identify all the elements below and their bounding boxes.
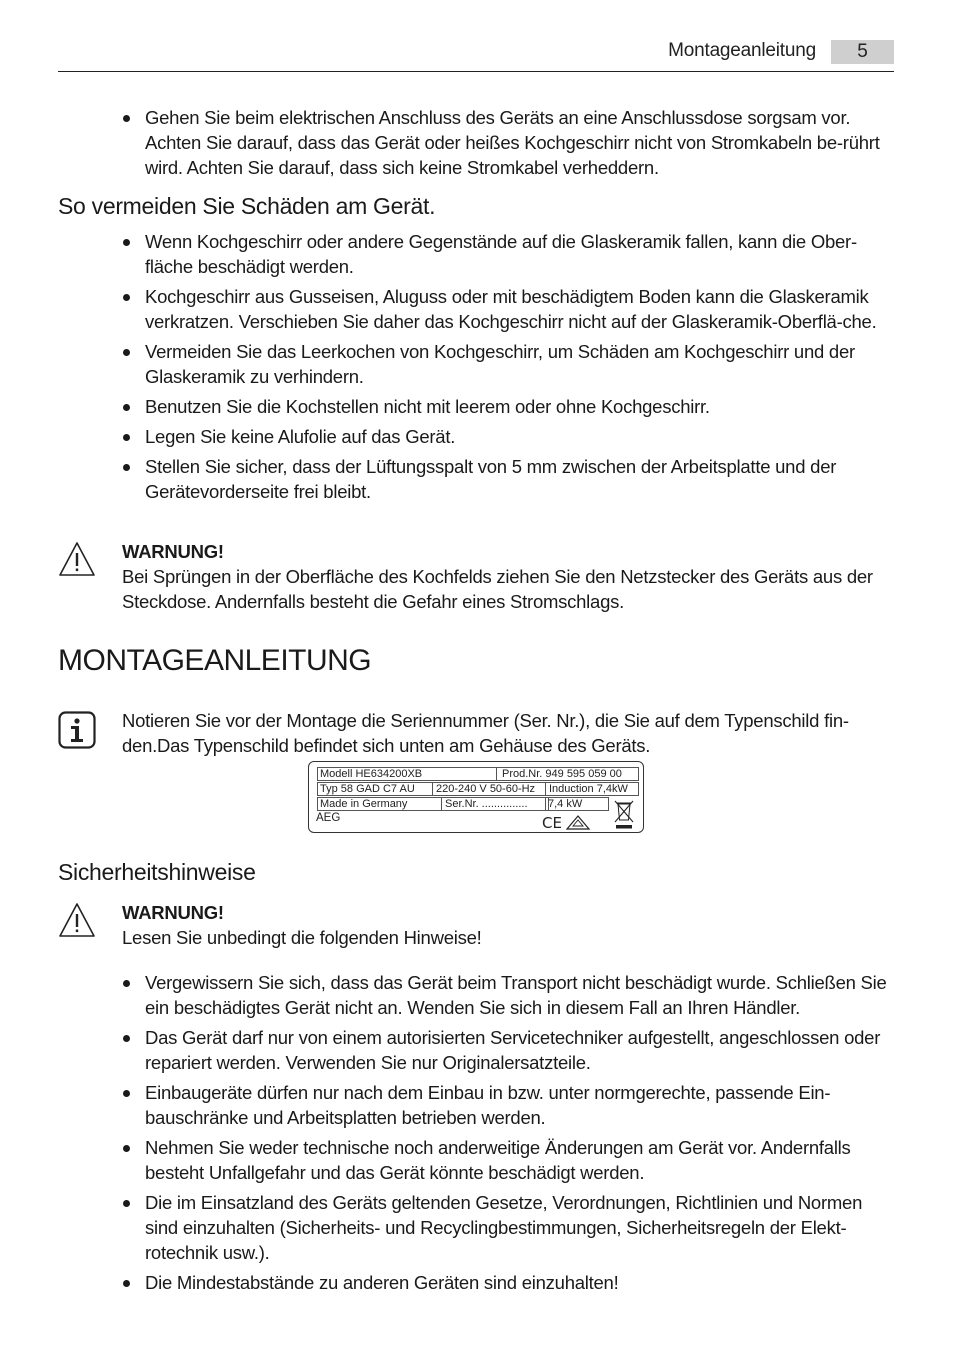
type-plate-type: Typ 58 GAD C7 AU <box>320 783 415 795</box>
list-item: Stellen Sie sicher, dass der Lüftungsspalt von 5 mm zwischen der Arbeitsplatte und der Gerätevorderseite frei bleibt. <box>122 454 894 504</box>
type-plate-row <box>317 782 639 796</box>
list-item: Benutzen Sie die Kochstellen nicht mit leerem oder ohne Kochgeschirr. <box>122 394 894 419</box>
warning-box-damage <box>122 539 894 614</box>
type-plate-power: 7,4 kW <box>548 798 583 810</box>
ce-mark: CE <box>542 814 562 832</box>
type-plate-row <box>317 797 549 811</box>
info-text-part1: Notieren Sie vor der Montage die Seriennummer (Ser. Nr.), die Sie auf dem Typenschild fin-den. <box>122 710 849 756</box>
type-plate-ser-nr: Ser.Nr. ............... <box>445 798 528 810</box>
list-item: Nehmen Sie weder technische noch anderweitige Änderungen am Gerät vor. Andernfalls besteht Unfallgefahr und das Gerät könnte beschädigt werden. <box>122 1135 894 1185</box>
list-item: Vermeiden Sie das Leerkochen von Kochgeschirr, um Schäden am Kochgeschirr und der Glaskeramik zu verhindern. <box>122 339 894 389</box>
type-plate-prod-nr: Prod.Nr. 949 595 059 00 <box>502 768 622 780</box>
info-text-part2: Das Typenschild befindet sich unten am Gehäuse des Geräts. <box>157 735 651 756</box>
warning-title: WARNUNG! <box>122 541 224 562</box>
section-heading-damage: So vermeiden Sie Schäden am Gerät. <box>58 193 436 219</box>
list-item: Legen Sie keine Alufolie auf das Gerät. <box>122 424 894 449</box>
type-plate-induction: Induction 7,4kW <box>549 783 628 795</box>
damage-bullet-list <box>122 229 894 509</box>
list-item: Vergewissern Sie sich, dass das Gerät beim Transport nicht beschädigt wurde. Schließen Sie ein beschädigtes Gerät nicht an. Wenden Sie sich in diesem Fall an Ihren Händler. <box>122 970 894 1020</box>
warning-title: WARNUNG! <box>122 902 224 923</box>
type-plate-model: Modell HE634200XB <box>320 768 423 780</box>
weee-bin-icon <box>613 798 635 833</box>
warning-box-safety <box>122 900 894 950</box>
page-number: 5 <box>831 40 894 64</box>
main-heading-montage: MONTAGEANLEITUNG <box>58 644 372 677</box>
header-title: Montageanleitung <box>668 40 816 61</box>
list-item: Das Gerät darf nur von einem autorisierten Servicetechniker aufgestellt, angeschlossen oder repariert werden. Verwenden Sie nur Originalersatzteile. <box>122 1025 894 1075</box>
list-item: Gehen Sie beim elektrischen Anschluss des Geräts an eine Anschlussdose sorgsam vor. Achten Sie darauf, dass das Gerät oder heißes Kochgeschirr nicht von Stromkabeln be-rührt wird. Achten Sie darauf, dass sich keine Stromkabel verheddern. <box>122 105 894 180</box>
warning-text: Lesen Sie unbedingt die folgenden Hinweise! <box>122 927 482 948</box>
safety-bullet-list <box>122 970 894 1300</box>
list-item: Die Mindestabstände zu anderen Geräten sind einzuhalten! <box>122 1270 894 1295</box>
section-heading-safety: Sicherheitshinweise <box>58 859 256 885</box>
warning-triangle-icon <box>58 541 96 582</box>
intro-bullet-list <box>122 105 894 185</box>
warning-triangle-icon <box>58 902 96 943</box>
info-note <box>122 708 894 758</box>
type-plate-illustration <box>308 761 644 833</box>
page-header <box>58 38 894 72</box>
safety-mark-icon <box>565 814 591 834</box>
list-item: Wenn Kochgeschirr oder andere Gegenstände auf die Glaskeramik fallen, kann die Ober-fläche beschädigt werden. <box>122 229 894 279</box>
type-plate-brand: AEG <box>316 812 341 824</box>
type-plate-power-cell <box>545 797 609 811</box>
type-plate-row <box>317 767 639 781</box>
warning-text: Bei Sprüngen in der Oberfläche des Kochfelds ziehen Sie den Netzstecker des Geräts aus der Steckdose. Andernfalls besteht die Gefahr eines Stromschlags. <box>122 566 873 612</box>
type-plate-made-in: Made in Germany <box>320 798 408 810</box>
type-plate-voltage: 220-240 V 50-60-Hz <box>436 783 536 795</box>
list-item: Die im Einsatzland des Geräts geltenden Gesetze, Verordnungen, Richtlinien und Normen sind einzuhalten (Sicherheits- und Recyclingbestimmungen, Sicherheitsregeln der Elekt-rotechnik usw.). <box>122 1190 894 1265</box>
info-icon <box>58 711 96 754</box>
list-item: Einbaugeräte dürfen nur nach dem Einbau in bzw. unter normgerechte, passende Ein-bauschränke und Arbeitsplatten betrieben werden. <box>122 1080 894 1130</box>
list-item: Kochgeschirr aus Gusseisen, Aluguss oder mit beschädigtem Boden kann die Glaskeramik verkratzen. Verschieben Sie daher das Kochgeschirr nicht auf der Glaskeramik-Oberflä-che. <box>122 284 894 334</box>
